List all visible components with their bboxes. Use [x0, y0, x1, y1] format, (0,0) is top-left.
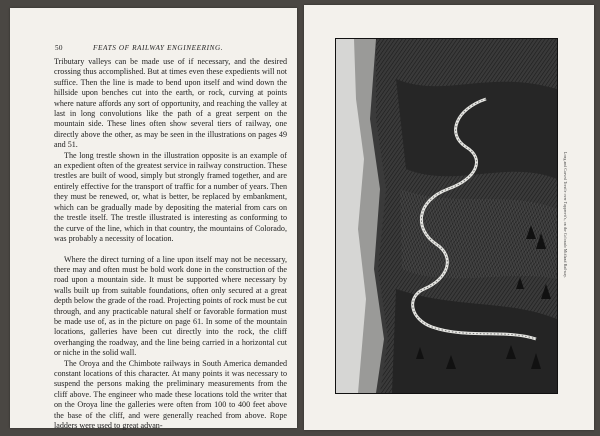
engraving-image	[336, 39, 557, 393]
right-page	[304, 5, 594, 430]
paragraph: The Oroya and the Chimbote railways in South America demanded constant locations of this character. At many points it was necessary to suspend the persons making the preliminary measurements from the cliff above. The engineer who made these locations told the writer that on the Oroya line the galleries were often from 100 to 400 feet above the base of the cliff, and were generally reached from above. Rope ladders were used to great advan-	[54, 358, 287, 430]
paragraph: Where the direct turning of a line upon itself may not be necessary, there may and often must be bold work done in the construction of the road upon a mountain side. It must be supported where necessary by walls built up from suitable foundations, often only secured at a great depth below the grade of the road. Projecting points of rock must be cut through, and any practicable natural shelf or favorable formation must be made use of, as in the picture on page 61. In some of the mountain locations, galleries have been cut directly into the rock, the cliff overhanging the roadway, and the line being carried in a horizontal cut or niche in the solid wall.	[54, 254, 287, 358]
running-title: FEATS OF RAILWAY ENGINEERING.	[93, 44, 224, 52]
illustration-caption	[561, 115, 569, 315]
paragraph: Tributary valleys can be made use of if necessary, and the desired crossing thus accomplished. But at times even these expedients will not suffice. Then the line is made to bend upon itself and wind down the hillside upon benches cut into the earth, or rock, curving at points where nature affords any sort of opportunity, and reaching the valley at last in long convolutions like the path of a great serpent on the mountain side. These lines often show several tiers of railway, one directly above the other, as may be seen in the illustrations on pages 49 and 51.	[54, 57, 287, 150]
left-page	[10, 8, 297, 428]
body-text	[54, 57, 287, 431]
paragraph: The long trestle shown in the illustration opposite is an example of an expedient often of the greatest service in railway construction. These trestles are built of wood, simply but strongly framed together, and are entirely effective for the transport of traffic for a number of years. Then they must be renewed, or, what is better, be replaced by embankment, which can be gradually made by depositing the material from cars on the trestle itself. The trestle illustrated is interesting as conforming to the curve of the line, which in that country, the mountains of Colorado, was probably a necessity of location.	[54, 150, 287, 243]
caption-text: Long and Curved Trestle over Tapperett's, on the Colorado Midland Railway.	[563, 152, 567, 278]
mountain-railway-engraving	[335, 38, 558, 394]
page-number: 50	[55, 44, 63, 52]
